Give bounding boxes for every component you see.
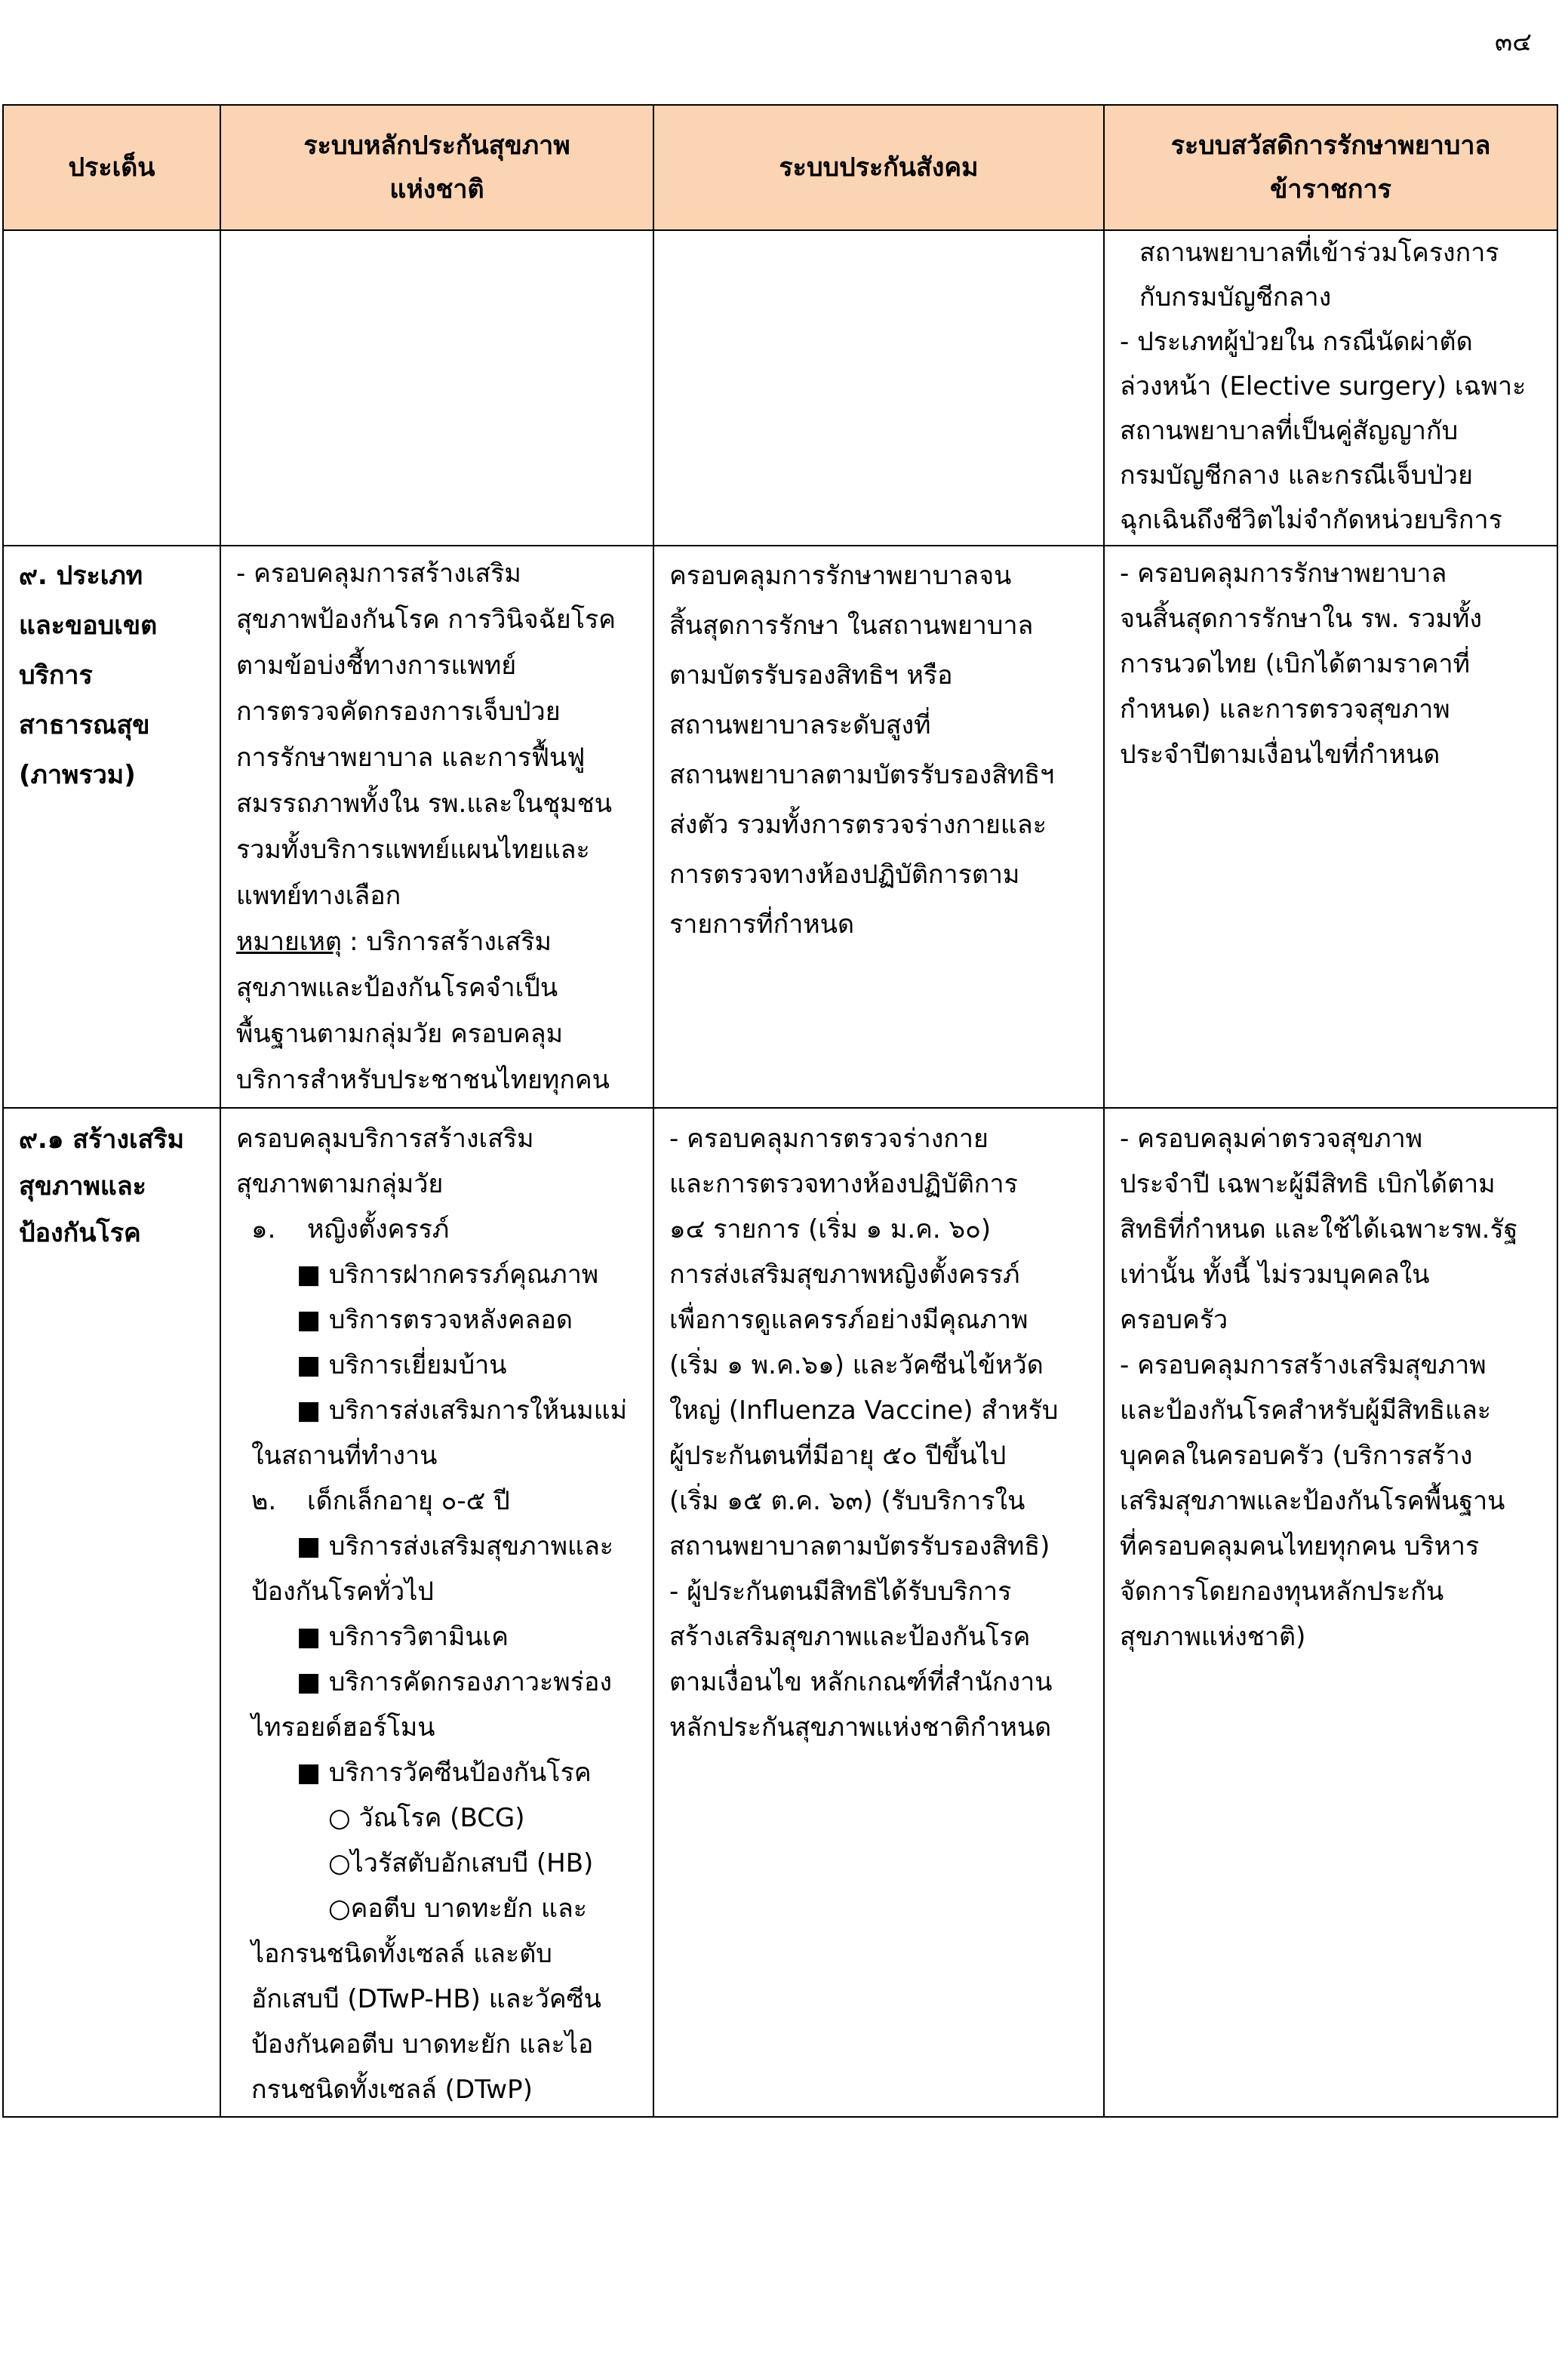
cell-text-line: กรมบัญชีกลาง และกรณีเจ็บป่วย [1120,460,1473,491]
cell-text-line: สุขภาพตามกลุ่มวัย [236,1169,444,1199]
bullet-item: ■ บริการฝากครรภ์คุณภาพ [297,1260,599,1290]
cell-empty [220,230,653,546]
cell-text-line: (เริ่ม ๑ พ.ค.๖๑) และวัคซีนไข้หวัด [669,1350,1044,1380]
cell-text-line: และการตรวจทางห้องปฏิบัติการ [669,1169,1018,1199]
sub-bullet-item: ○คอตีบ บาดทะยัก และ [328,1894,588,1924]
cell-text-line: ครอบครัว [1120,1305,1228,1335]
cell-text-line: สถานพยาบาลตามบัตรรับรองสิทธิ) [669,1531,1050,1561]
item-number: ๒. [251,1486,277,1516]
cell-text-line: - ครอบคลุมการสร้างเสริม [236,558,521,589]
cell-text-line: - ครอบคลุมการสร้างเสริมสุขภาพ [1120,1350,1487,1380]
cell-text-line: เสริมสุขภาพและป้องกันโรคพื้นฐาน [1120,1486,1505,1516]
cell-text-line: - ครอบคลุมการรักษาพยาบาล [1120,558,1447,589]
cell-text-line: ป้องกันโรค [19,1218,141,1248]
cell-text-line: รายการที่กำหนด [669,909,855,940]
cell-text-line: การรักษาพยาบาล และการฟื้นฟู [236,743,586,773]
cell-text-line: สถานพยาบาลตามบัตรรับรองสิทธิฯ [669,760,1055,790]
cell-issue [3,1108,220,2117]
bullet-item: ■ บริการส่งเสริมสุขภาพและ [297,1531,614,1561]
cell-empty [3,230,220,546]
cell-text-line: ไทรอยด์ฮอร์โมน [251,1712,435,1743]
cell-text-line: จัดการโดยกองทุนหลักประกัน [1120,1577,1444,1607]
cell-national-health-security [220,546,653,1108]
cell-social-security [653,546,1104,1108]
cell-social-security [653,1108,1104,2117]
cell-text-line: สุขภาพแห่งชาติ) [1120,1622,1306,1652]
cell-text-line: แพทย์ทางเลือก [236,881,401,911]
table-row [3,546,1557,1108]
cell-text-line: - ประเภทผู้ป่วยใน กรณีนัดผ่าตัด [1120,327,1473,357]
cell-issue [3,546,220,1108]
header-row [3,105,1557,230]
cell-text-line: บริการสำหรับประชาชนไทยทุกคน [236,1065,610,1095]
cell-text-line: สิทธิที่กำหนด และใช้ได้เฉพาะรพ.รัฐ [1120,1214,1518,1244]
cell-text-line: (เริ่ม ๑๕ ต.ค. ๖๓) (รับบริการใน [669,1486,1025,1516]
cell-text-line: - ผู้ประกันตนมีสิทธิได้รับบริการ [669,1577,1012,1607]
cell-text-line: - ครอบคลุมค่าตรวจสุขภาพ [1120,1124,1423,1154]
cell-text-line: ใหญ่ (Influenza Vaccine) สำหรับ [669,1395,1059,1426]
table-row [3,230,1557,546]
cell-text-line: สิ้นสุดการรักษา ในสถานพยาบาล [669,611,1034,641]
header-social-security [653,105,1104,230]
bullet-item: ■ บริการตรวจหลังคลอด [297,1305,573,1335]
cell-text-line: ฉุกเฉินถึงชีวิตไม่จำกัดหน่วยบริการ [1120,505,1502,535]
cell-text-line: สถานพยาบาลระดับสูงที่ [669,710,931,740]
cell-civil-servant-benefit [1104,230,1557,546]
cell-text-line: สุขภาพและ [19,1171,146,1201]
numbered-item [236,1207,642,1252]
bullet-item: ■ บริการเยี่ยมบ้าน [297,1350,507,1380]
cell-text-line: ไอกรนชนิดทั้งเซลล์ และตับ [251,1939,552,1969]
cell-text-line: สถานพยาบาลที่เข้าร่วมโครงการ [1139,238,1499,268]
cell-text-line: เพื่อการดูแลครรภ์อย่างมีคุณภาพ [669,1305,1028,1335]
cell-text-line: อักเสบบี (DTwP-HB) และวัคซีน [251,1984,601,2014]
cell-text-line: ในสถานที่ทำงาน [251,1441,438,1471]
cell-text-line: สาธารณสุข [19,710,150,740]
cell-text-line: ส่งตัว รวมทั้งการตรวจร่างกายและ [669,810,1047,840]
cell-text-line: ป้องกันคอตีบ บาดทะยัก และไอ [251,2029,594,2060]
cell-civil-servant-benefit [1104,546,1557,1108]
bullet-item: ■ บริการวัคซีนป้องกันโรค [297,1758,592,1788]
cell-text-line: บุคคลในครอบครัว (บริการสร้าง [1120,1441,1473,1471]
cell-text-line: บริการ [19,660,93,691]
cell-text-line: ครอบคลุมบริการสร้างเสริม [236,1124,534,1154]
cell-text-line: กรนชนิดทั้งเซลล์ (DTwP) [251,2075,533,2105]
header-issue [3,105,220,230]
cell-text-line: สุขภาพและป้องกันโรคจำเป็น [236,973,558,1003]
header-civil-servant-benefit [1104,105,1557,230]
cell-text-line: ตามเงื่อนไข หลักเกณฑ์ที่สำนักงาน [669,1667,1053,1697]
cell-text-line: ที่ครอบคลุมคนไทยทุกคน บริหาร [1120,1531,1480,1561]
cell-empty [653,230,1104,546]
header-text: แห่งชาติ [389,174,484,205]
header-text: ข้าราชการ [1270,174,1391,205]
cell-text-line: สมรรถภาพทั้งใน รพ.และในชุมชน [236,789,612,819]
note-label: หมายเหตุ [236,927,342,957]
cell-text-line: ๙. ประเภท [19,561,143,591]
cell-text-line: ล่วงหน้า (Elective surgery) เฉพาะ [1120,371,1526,401]
cell-text-line: ๙.๑ สร้างเสริม [19,1124,184,1155]
cell-text-line: ครอบคลุมการรักษาพยาบาลจน [669,561,1012,591]
bullet-item: ■ บริการคัดกรองภาวะพร่อง [297,1667,612,1697]
cell-text-line: ๑๔ รายการ (เริ่ม ๑ ม.ค. ๖๐) [669,1214,992,1244]
page-number: ๓๔ [1495,27,1532,57]
header-text: ระบบประกันสังคม [779,152,979,183]
cell-text-line: ตามข้อบ่งชี้ทางการแพทย์ [236,651,517,681]
header-national-health-security [220,105,653,230]
cell-text-line: การส่งเสริมสุขภาพหญิงตั้งครรภ์ [669,1260,1020,1290]
cell-text-line: ประจำปีตามเงื่อนไขที่กำหนด [1120,740,1440,770]
cell-text-line: (ภาพรวม) [19,760,136,790]
cell-text-line: การนวดไทย (เบิกได้ตามราคาที่ [1120,649,1471,679]
cell-text-line: หลักประกันสุขภาพแห่งชาติกำหนด [669,1712,1052,1743]
cell-text-line: สถานพยาบาลที่เป็นคู่สัญญากับ [1120,416,1459,446]
note-line [236,919,642,965]
cell-national-health-security [220,1108,653,2117]
note-text: : บริการสร้างเสริม [349,927,552,957]
cell-text-line: ตามบัตรรับรองสิทธิฯ หรือ [669,660,953,691]
cell-text-line: และป้องกันโรคสำหรับผู้มีสิทธิและ [1120,1395,1492,1426]
cell-text-line: รวมทั้งบริการแพทย์แผนไทยและ [236,835,590,865]
item-number: ๑. [251,1214,276,1244]
comparison-table [2,104,1558,2118]
cell-text-line: สุขภาพป้องกันโรค การวินิจฉัยโรค [236,605,616,635]
cell-text-line: จนสิ้นสุดการรักษาใน รพ. รวมทั้ง [1120,604,1483,634]
cell-text-line: กำหนด) และการตรวจสุขภาพ [1120,694,1450,724]
item-title: เด็กเล็กอายุ ๐-๕ ปี [307,1486,510,1516]
cell-text-line: การตรวจคัดกรองการเจ็บป่วย [236,697,561,727]
cell-text-line: และขอบเขต [19,611,158,641]
header-text: ระบบสวัสดิการรักษาพยาบาล [1170,131,1491,161]
cell-text-line: ผู้ประกันตนที่มีอายุ ๕๐ ปีขึ้นไป [669,1441,1007,1471]
cell-text-line: ป้องกันโรคทั่วไป [251,1577,434,1607]
item-title: หญิงตั้งครรภ์ [307,1214,450,1244]
cell-text-line: กับกรมบัญชีกลาง [1139,282,1332,312]
cell-text-line: สร้างเสริมสุขภาพและป้องกันโรค [669,1622,1031,1652]
cell-text-line: เท่านั้น ทั้งนี้ ไม่รวมบุคคลใน [1120,1260,1430,1290]
cell-civil-servant-benefit [1104,1108,1557,2117]
sub-bullet-item: ○ วัณโรค (BCG) [328,1803,525,1833]
sub-bullet-item: ○ไวรัสตับอักเสบบี (HB) [328,1848,594,1878]
table-row [3,1108,1557,2117]
bullet-item: ■ บริการวิตามินเค [297,1622,509,1652]
cell-text-line: การตรวจทางห้องปฏิบัติการตาม [669,860,1020,890]
bullet-item: ■ บริการส่งเสริมการให้นมแม่ [297,1395,628,1426]
cell-text-line: พื้นฐานตามกลุ่มวัย ครอบคลุม [236,1019,563,1049]
header-text: ประเด็น [68,152,155,183]
cell-text-line: ประจำปี เฉพาะผู้มีสิทธิ เบิกได้ตาม [1120,1169,1496,1199]
header-text: ระบบหลักประกันสุขภาพ [303,131,570,161]
numbered-item [236,1478,642,1524]
cell-text-line: - ครอบคลุมการตรวจร่างกาย [669,1124,988,1154]
